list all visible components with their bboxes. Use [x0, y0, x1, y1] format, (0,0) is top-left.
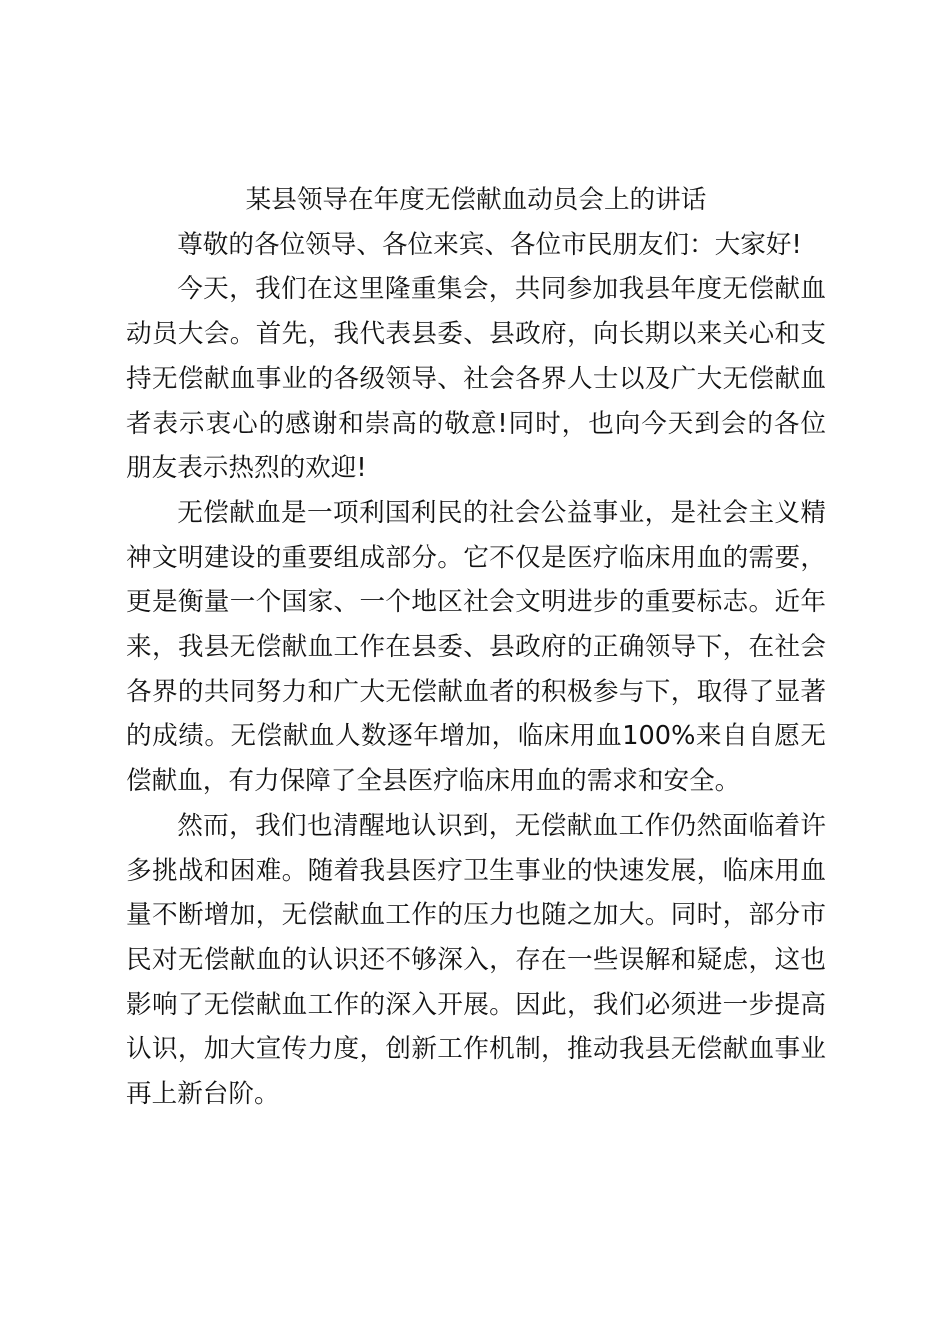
- paragraph-greeting: 尊敬的各位领导、各位来宾、各位市民朋友们：大家好!: [177, 229, 802, 260]
- paragraph-challenges: 然而，我们也清醒地认识到，无偿献血工作仍然面临着许多挑战和困难。随着我县医疗卫生事业的快速发展，临床用血量不断增加，无偿献血工作的压力也随之加大。同时，部分市民对无偿献血的认识还不够深入，存在一些误解和疑虑，这也影响了无偿献血工作的深入开展。因此，我们必须进一步提高认识，加大宣传力度，创新工作机制，推动我县无偿献血事业再上新台阶。: [126, 810, 826, 1110]
- paragraph-significance: 无偿献血是一项利国利民的社会公益事业，是社会主义精神文明建设的重要组成部分。它不仅是医疗临床用血的需要，更是衡量一个国家、一个地区社会文明进步的重要标志。近年来，我县无偿献血工作在县委、县政府的正确领导下，在社会各界的共同努力和广大无偿献血者的积极参与下，取得了显著的成绩。无偿献血人数逐年增加，临床用血100%来自自愿无偿献血，有力保障了全县医疗临床用血的需求和安全。: [126, 497, 826, 797]
- document-body: [126, 178, 826, 1117]
- paragraph-opening: 今天，我们在这里隆重集会，共同参加我县年度无偿献血动员大会。首先，我代表县委、县政府，向长期以来关心和支持无偿献血事业的各级领导、社会各界人士以及广大无偿献血者表示衷心的感谢和崇高的敬意!同时，也向今天到会的各位朋友表示热烈的欢迎!: [126, 274, 826, 484]
- document-title: 某县领导在年度无偿献血动员会上的讲话: [245, 185, 707, 215]
